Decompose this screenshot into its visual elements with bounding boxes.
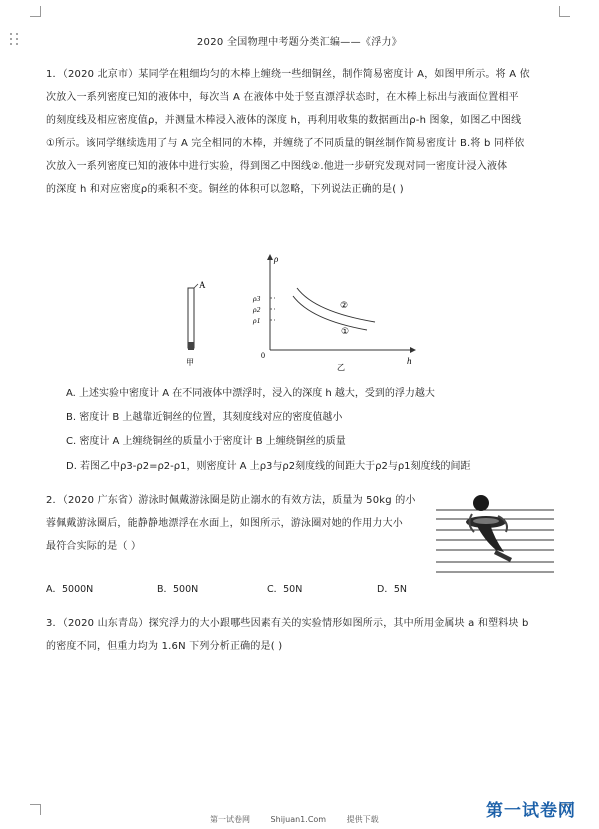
question-line: 2．（2020 广东省）游泳时佩戴游泳圈是防止溺水的有效方法，质量为 50kg 的小 — [46, 495, 416, 506]
footer-download: 提供下载 — [346, 815, 379, 824]
question-1-stem — [46, 63, 556, 201]
q1-option-c[interactable]: C. 密度计 A 上缠绕铜丝的质量小于密度计 B 上缠绕铜丝的质量 — [66, 436, 346, 447]
question-2-stem — [46, 489, 436, 558]
figure-rho-h-graph — [245, 250, 420, 379]
crop-mark-top-left — [30, 6, 41, 17]
page-footer — [210, 814, 397, 825]
question-line: 次放入一系列密度已知的液体中进行实验，得到图乙中图线②.他进一步研究发现对同一密度计浸入液体 — [46, 161, 508, 172]
footer-site-name: 第一试卷网 — [210, 815, 250, 824]
q1-option-a[interactable]: A. 上述实验中密度计 A 在不同液体中漂浮时，浸入的深度 h 越大，受到的浮力越大 — [66, 388, 435, 399]
curve-2 — [297, 288, 375, 322]
question-3-stem — [46, 612, 556, 658]
question-line: 蓉佩戴游泳圈后，能静静地漂浮在水面上，如图所示，游泳圈对她的作用力大小 — [46, 518, 403, 529]
figure-swimmer-with-ring — [436, 492, 554, 586]
crop-mark-bottom-left — [30, 804, 41, 815]
footer-site-url[interactable]: Shijuan1.Com — [270, 815, 327, 824]
tick-rho2: ρ2 — [253, 305, 261, 314]
stick-label: A — [199, 280, 206, 290]
q2-option-b[interactable]: B．500N — [157, 584, 199, 595]
curve-1 — [293, 296, 367, 330]
curve-label-2: ② — [340, 301, 349, 311]
x-axis-label: h — [407, 356, 412, 366]
question-line: ①所示。该同学继续选用了与 A 完全相同的木棒，并缠绕了不同质量的铜丝制作简易密度计 B.将 b 同样依 — [46, 138, 525, 149]
question-line: 的密度不同，但重力均为 1.6N 下列分析正确的是( ) — [46, 641, 283, 652]
brand-logo: 第一试卷网 — [486, 801, 576, 821]
question-line: 最符合实际的是（ ） — [46, 541, 142, 552]
q1-option-b[interactable]: B. 密度计 B 上越靠近铜丝的位置，其刻度线对应的密度值越小 — [66, 412, 343, 423]
stick-caption: 甲 — [186, 358, 194, 367]
curve-label-1: ① — [341, 327, 350, 337]
question-line: 的刻度线及相应密度值ρ，并测量木棒浸入液体的深度 h，再利用收集的数据画出ρ-h 图象，如图乙中图线 — [46, 115, 522, 126]
question-line: 次放入一系列密度已知的液体中，每次当 A 在液体中处于竖直漂浮状态时，在木棒上标出与液面位置相平 — [46, 92, 519, 103]
tick-rho3: ρ3 — [253, 294, 261, 303]
y-axis-label: ρ — [274, 254, 279, 264]
page-title: 2020 全国物理中考题分类汇编——《浮力》 — [196, 37, 403, 48]
question-line: 3．（2020 山东青岛）探究浮力的大小跟哪些因素有关的实验情形如图所示，其中所用金属块 a 和塑料块 b — [46, 618, 529, 629]
crop-mark-top-right — [559, 6, 570, 17]
q1-option-d[interactable]: D. 若图乙中ρ3-ρ2=ρ2-ρ1，则密度计 A 上ρ3与ρ2刻度线的间距大于ρ2与ρ1刻度线的间距 — [66, 461, 471, 472]
q2-option-c[interactable]: C．50N — [267, 584, 303, 595]
origin-label: 0 — [261, 351, 265, 360]
q2-option-d[interactable]: D．5N — [377, 584, 407, 595]
graph-caption: 乙 — [337, 363, 345, 372]
figure-densimeter-stick — [180, 280, 220, 374]
question-line: 的深度 h 和对应密度ρ的乘积不变。铜丝的体积可以忽略，下列说法正确的是( ) — [46, 184, 404, 195]
q2-option-a[interactable]: A．5000N — [46, 584, 94, 595]
question-line: 1．（2020 北京市）某同学在粗细均匀的木棒上缠绕一些细铜丝，制作简易密度计 A，如图甲所示。将 A 依 — [46, 69, 530, 80]
tick-rho1: ρ1 — [253, 316, 261, 325]
